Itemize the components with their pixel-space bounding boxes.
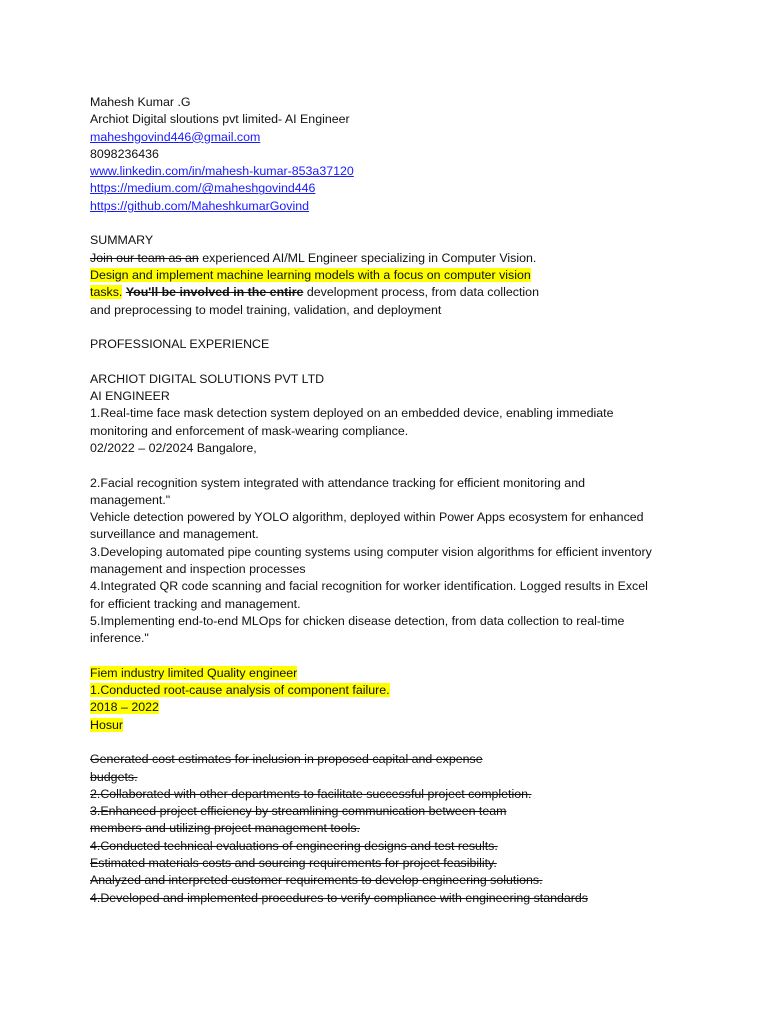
spacer [90, 319, 690, 336]
candidate-name: Mahesh Kumar .G [90, 95, 191, 109]
experience-dates: 02/2022 – 02/2024 Bangalore, [90, 440, 257, 455]
job-role: AI ENGINEER [90, 389, 170, 404]
summary-struck-text: Join our team as an [90, 250, 199, 265]
struck-line: 4.Conducted technical evaluations of engineering designs and test results. [90, 838, 498, 853]
spacer [90, 215, 690, 232]
experience-line: 1.Real-time face mask detection system deployed on an embedded device, enabling immediate [90, 406, 614, 421]
summary-line-2 [90, 267, 690, 284]
company-name: ARCHIOT DIGITAL SOLUTIONS PVT LTD [90, 371, 325, 386]
summary-text: development process, from data collection [303, 285, 539, 300]
experience-line: management and inspection processes [90, 562, 306, 577]
fiem-item: 1.Conducted root-cause analysis of component failure. [90, 683, 390, 698]
candidate-title: Archiot Digital sloutions pvt limited- AI Engineer [90, 112, 350, 127]
struck-line: 2.Collaborated with other departments to facilitate successful project completion. [90, 786, 532, 801]
fiem-line [90, 717, 690, 734]
fiem-dates: 2018 – 2022 [90, 700, 159, 715]
experience-line: 5.Implementing end-to-end MLOps for chicken disease detection, from data collection to real-time [90, 613, 625, 628]
struck-line: Generated cost estimates for inclusion in proposed capital and expense [90, 752, 483, 767]
experience-line: 2.Facial recognition system integrated with attendance tracking for efficient monitoring and [90, 475, 585, 490]
summary-highlight: Design and implement machine learning models with a focus on computer vision [90, 267, 531, 282]
email-link[interactable]: maheshgovind446@gmail.com [90, 129, 261, 144]
experience-line: 3.Developing automated pipe counting systems using computer vision algorithms for efficient inventory [90, 544, 652, 559]
fiem-location: Hosur [90, 717, 124, 732]
spacer [90, 734, 690, 751]
struck-line: 4.Developed and implemented procedures to verify compliance with engineering standards [90, 890, 588, 905]
experience-heading: PROFESSIONAL EXPERIENCE [90, 337, 270, 352]
struck-line: members and utilizing project management tools. [90, 821, 360, 836]
experience-line: monitoring and enforcement of mask-wearing compliance. [90, 423, 409, 438]
summary-line-3 [90, 284, 690, 301]
summary-heading: SUMMARY [90, 233, 154, 248]
experience-line: for efficient tracking and management. [90, 596, 301, 611]
github-link[interactable]: https://github.com/MaheshkumarGovind [90, 198, 310, 213]
experience-line: 4.Integrated QR code scanning and facial recognition for worker identification. Logged results in Excel [90, 579, 648, 594]
struck-line: budgets. [90, 769, 138, 784]
medium-line [90, 180, 690, 197]
resume-document [90, 94, 690, 907]
email-line [90, 129, 690, 146]
experience-line: management." [90, 492, 171, 507]
experience-line: inference." [90, 631, 149, 646]
fiem-company: Fiem industry limited Quality engineer [90, 665, 298, 680]
linkedin-line [90, 163, 690, 180]
summary-highlight: tasks. [90, 285, 123, 300]
phone-number: 8098236436 [90, 146, 159, 161]
summary-line-4: and preprocessing to model training, validation, and deployment [90, 302, 442, 317]
spacer [90, 648, 690, 665]
fiem-line [90, 682, 690, 699]
struck-line: Estimated materials costs and sourcing requirements for project feasibility. [90, 856, 497, 871]
spacer [90, 353, 690, 370]
summary-line-1 [90, 250, 690, 267]
medium-link[interactable]: https://medium.com/@maheshgovind446 [90, 181, 316, 196]
summary-struck-bold-text: You'll be involved in the entire [125, 285, 304, 300]
fiem-line [90, 665, 690, 682]
summary-text: experienced AI/ML Engineer specializing in Computer Vision. [198, 250, 537, 265]
spacer [90, 457, 690, 474]
fiem-line [90, 699, 690, 716]
linkedin-link[interactable]: www.linkedin.com/in/mahesh-kumar-853a37120 [90, 164, 354, 179]
experience-line: surveillance and management. [90, 527, 259, 542]
struck-line: Analyzed and interpreted customer requirements to develop engineering solutions. [90, 873, 543, 888]
experience-line: Vehicle detection powered by YOLO algorithm, deployed within Power Apps ecosystem for enhanced [90, 510, 644, 525]
github-line [90, 198, 690, 215]
struck-line: 3.Enhanced project efficiency by streamlining communication between team [90, 804, 507, 819]
